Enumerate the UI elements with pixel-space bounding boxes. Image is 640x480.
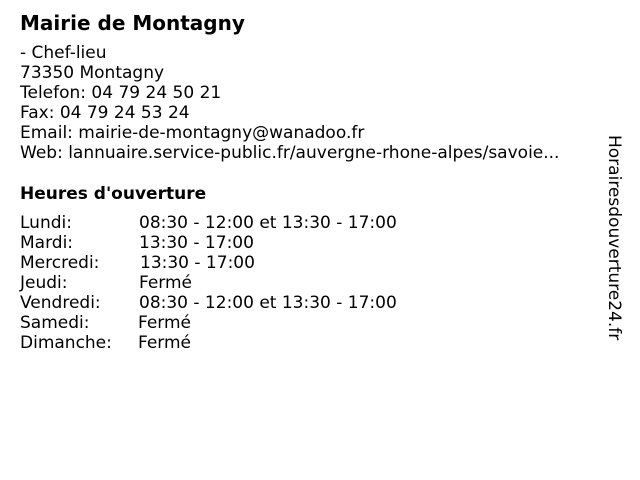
fax-line: Fax: 04 79 24 53 24 <box>20 103 190 123</box>
day-label: Jeudi: <box>20 273 68 293</box>
phone-line: Telefon: 04 79 24 50 21 <box>20 83 222 103</box>
hours-row-monday <box>20 213 440 233</box>
site-watermark: Horairesdouverture24.fr <box>604 135 624 341</box>
day-label: Samedi: <box>20 313 90 333</box>
day-label: Lundi: <box>20 213 72 233</box>
hours-row-wednesday <box>20 253 440 273</box>
day-label: Dimanche: <box>20 333 112 353</box>
day-hours: 13:30 - 17:00 <box>139 233 254 253</box>
day-hours: Fermé <box>138 333 192 353</box>
day-label: Mardi: <box>20 233 74 253</box>
hours-row-sunday <box>20 333 440 353</box>
address-line-1: - Chef-lieu <box>20 43 107 63</box>
hours-row-thursday <box>20 273 440 293</box>
day-label: Vendredi: <box>20 293 101 313</box>
hours-row-friday <box>20 293 440 313</box>
day-label: Mercredi: <box>20 253 100 273</box>
page-title: Mairie de Montagny <box>20 11 245 35</box>
address-block <box>20 43 559 163</box>
hours-table <box>20 213 440 353</box>
day-hours: 08:30 - 12:00 et 13:30 - 17:00 <box>139 213 397 233</box>
day-hours: Fermé <box>138 313 192 333</box>
address-line-2: 73350 Montagny <box>20 63 165 83</box>
hours-row-tuesday <box>20 233 440 253</box>
day-hours: 08:30 - 12:00 et 13:30 - 17:00 <box>139 293 397 313</box>
day-hours: 13:30 - 17:00 <box>140 253 255 273</box>
web-line: Web: lannuaire.service-public.fr/auvergne-rhone-alpes/savoie... <box>20 143 560 163</box>
email-line: Email: mairie-de-montagny@wanadoo.fr <box>20 123 365 143</box>
day-hours: Fermé <box>139 273 193 293</box>
hours-row-saturday <box>20 313 440 333</box>
hours-heading: Heures d'ouverture <box>20 184 207 204</box>
